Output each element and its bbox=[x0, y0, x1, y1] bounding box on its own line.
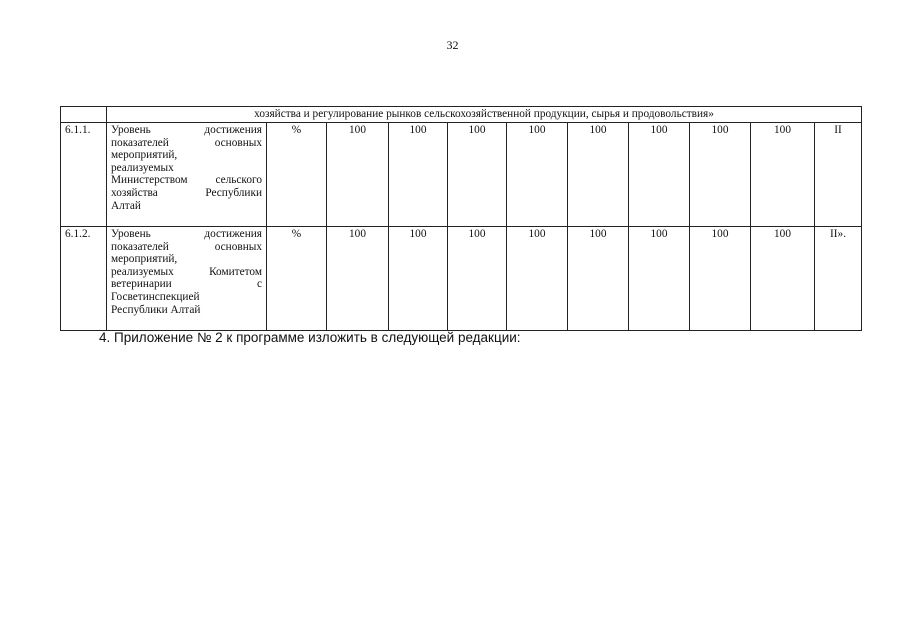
indicator-name-line: реализуемых bbox=[111, 161, 174, 174]
indicator-name-line: мероприятий, bbox=[111, 149, 178, 162]
value-cell: 100 bbox=[389, 227, 448, 331]
value-cell: 100 bbox=[507, 227, 568, 331]
value-cell: 100 bbox=[327, 227, 389, 331]
unit-cell: % bbox=[267, 123, 327, 227]
note-cell: II bbox=[815, 123, 862, 227]
value-cell: 100 bbox=[690, 227, 751, 331]
table-row bbox=[61, 227, 862, 331]
value-cell: 100 bbox=[448, 227, 507, 331]
table-heading: хозяйства и регулирование рынков сельскохозяйственной продукции, сырья и продовольствия» bbox=[107, 107, 862, 123]
indicator-table bbox=[60, 106, 862, 331]
table-row bbox=[61, 123, 862, 227]
value-cell: 100 bbox=[327, 123, 389, 227]
indicator-name-line: Алтай bbox=[111, 199, 141, 212]
indicator-name-line: хозяйства Республики bbox=[111, 186, 262, 199]
value-cell: 100 bbox=[568, 123, 629, 227]
indicator-name bbox=[107, 227, 267, 331]
value-cell: 100 bbox=[751, 123, 815, 227]
value-cell: 100 bbox=[448, 123, 507, 227]
indicator-name-line: Уровень достижения bbox=[111, 124, 262, 136]
indicator-name-line: реализуемых Комитетом bbox=[111, 265, 262, 278]
value-cell: 100 bbox=[507, 123, 568, 227]
table-heading-row bbox=[61, 107, 862, 123]
note-cell: II». bbox=[815, 227, 862, 331]
row-number: 6.1.2. bbox=[61, 227, 107, 331]
indicator-name-line: Республики Алтай bbox=[111, 303, 201, 316]
indicator-name bbox=[107, 123, 267, 227]
row-number: 6.1.1. bbox=[61, 123, 107, 227]
value-cell: 100 bbox=[629, 227, 690, 331]
value-cell: 100 bbox=[568, 227, 629, 331]
indicator-name-line: ветеринарии с bbox=[111, 278, 262, 291]
indicator-name-line: Госветинспекцией bbox=[111, 290, 200, 303]
indicator-name-line: Уровень достижения bbox=[111, 228, 262, 240]
unit-cell: % bbox=[267, 227, 327, 331]
page-number: 32 bbox=[446, 38, 459, 52]
indicator-name-line: мероприятий, bbox=[111, 253, 178, 266]
paragraph-text: 4. Приложение № 2 к программе изложить в следующей редакции: bbox=[99, 330, 521, 345]
value-cell: 100 bbox=[690, 123, 751, 227]
value-cell: 100 bbox=[629, 123, 690, 227]
indicator-name-line: показателей основных bbox=[111, 136, 262, 149]
value-cell: 100 bbox=[751, 227, 815, 331]
value-cell: 100 bbox=[389, 123, 448, 227]
indicator-name-line: показателей основных bbox=[111, 240, 262, 253]
indicator-name-line: Министерством сельского bbox=[111, 174, 262, 187]
heading-empty-cell bbox=[61, 107, 107, 123]
